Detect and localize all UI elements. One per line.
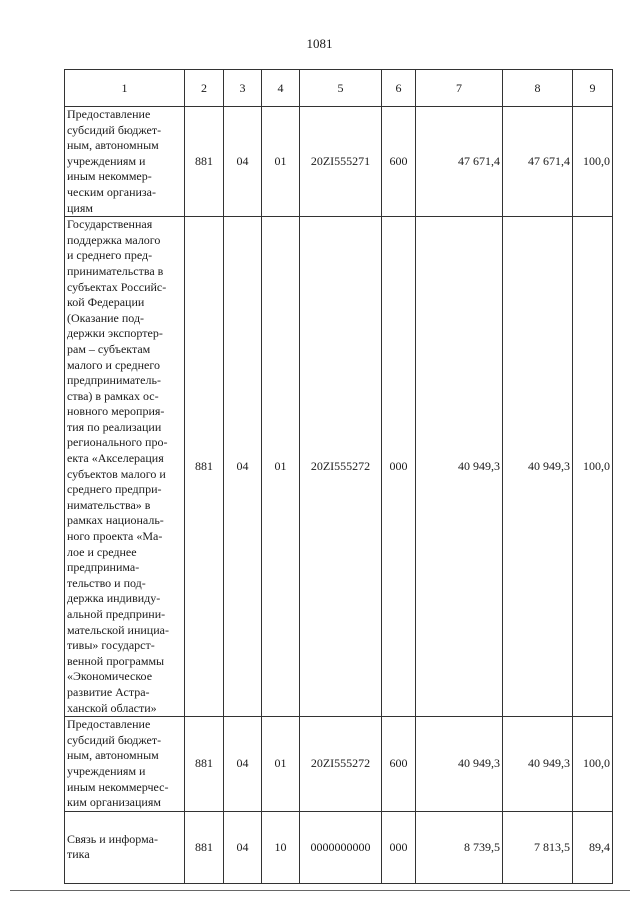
row-name-line: развитие Астра- xyxy=(67,684,150,699)
row-name-line: венной программы xyxy=(67,653,165,668)
table-row xyxy=(65,717,613,812)
table-row xyxy=(65,107,613,217)
row-name-line: учреждениям и xyxy=(67,763,146,778)
row-name-line: «Экономическое xyxy=(67,669,153,684)
table-row xyxy=(65,811,613,883)
planned-amount-cell: 8 739,5 xyxy=(416,811,503,883)
row-name-line: нимательства» в xyxy=(67,497,151,512)
planned-amount-cell: 40 949,3 xyxy=(416,217,503,717)
row-name-line: субъектов малого и xyxy=(67,466,166,481)
row-name-line: предпринима- xyxy=(67,560,140,575)
row-name-line: Предоставление xyxy=(67,717,151,732)
row-name-line: рам – субъектам xyxy=(67,341,151,356)
row-name-line: и среднего пред- xyxy=(67,248,153,263)
table-row xyxy=(65,217,613,717)
execution-percent-cell: 100,0 xyxy=(573,107,613,217)
target-article-cell: 0000000000 xyxy=(300,811,382,883)
expense-type-cell: 600 xyxy=(382,107,416,217)
header-row xyxy=(65,70,613,107)
target-article-cell: 20ZI555272 xyxy=(300,217,382,717)
row-name-line: держки экспортер- xyxy=(67,326,163,341)
row-name-line: Предоставление xyxy=(67,107,151,121)
row-name-line: субъектах Российс- xyxy=(67,279,167,294)
row-name-line: циям xyxy=(67,200,93,215)
row-name-line: учреждениям и xyxy=(67,153,146,168)
execution-percent-cell: 100,0 xyxy=(573,717,613,812)
row-name-line: тивы» государст- xyxy=(67,638,155,653)
subsection-code-cell: 01 xyxy=(262,107,300,217)
header-cell-8: 8 xyxy=(503,70,573,107)
row-name-cell xyxy=(65,717,185,812)
page-number: 1081 xyxy=(306,36,333,51)
executed-amount-cell: 7 813,5 xyxy=(503,811,573,883)
header-cell-4: 4 xyxy=(262,70,300,107)
header-cell-9: 9 xyxy=(573,70,613,107)
budget-table xyxy=(64,69,613,884)
row-name-line: тия по реализации xyxy=(67,419,162,434)
section-code-cell: 04 xyxy=(224,717,262,812)
row-name-line: ным, автономным xyxy=(67,138,159,153)
row-name-line: иным некоммерчес- xyxy=(67,779,169,794)
admin-code-cell: 881 xyxy=(185,107,224,217)
row-name-line: лое и среднее xyxy=(67,544,137,559)
row-name-line: ства) в рамках ос- xyxy=(67,388,159,403)
subsection-code-cell: 10 xyxy=(262,811,300,883)
admin-code-cell: 881 xyxy=(185,717,224,812)
row-name-line: тика xyxy=(67,847,90,862)
row-name-line: новного мероприя- xyxy=(67,404,165,419)
row-name-line: субсидий бюджет- xyxy=(67,122,162,137)
row-name-line: альной предприни- xyxy=(67,607,166,621)
admin-code-cell: 881 xyxy=(185,811,224,883)
header-cell-5: 5 xyxy=(300,70,382,107)
target-article-cell: 20ZI555271 xyxy=(300,107,382,217)
row-name-line: (Оказание под- xyxy=(67,310,145,325)
section-code-cell: 04 xyxy=(224,107,262,217)
expense-type-cell: 600 xyxy=(382,717,416,812)
target-article-cell: 20ZI555272 xyxy=(300,717,382,812)
row-name-line: ким организациям xyxy=(67,795,161,810)
row-name-line: тельство и под- xyxy=(67,575,146,590)
header-cell-7: 7 xyxy=(416,70,503,107)
row-name-line: иным некоммер- xyxy=(67,169,152,184)
row-name-line: ханской области» xyxy=(67,700,157,715)
row-name-line: Государственная xyxy=(67,217,153,232)
header-cell-1: 1 xyxy=(65,70,185,107)
executed-amount-cell: 40 949,3 xyxy=(503,217,573,717)
row-name-line: регионального про- xyxy=(67,435,168,450)
row-name-line: мательской инициа- xyxy=(67,622,169,637)
section-code-cell: 04 xyxy=(224,217,262,717)
execution-percent-cell: 100,0 xyxy=(573,217,613,717)
planned-amount-cell: 40 949,3 xyxy=(416,717,503,812)
admin-code-cell: 881 xyxy=(185,217,224,717)
row-name-line: кой Федерации xyxy=(67,295,145,310)
header-cell-6: 6 xyxy=(382,70,416,107)
row-name-line: субсидий бюджет- xyxy=(67,732,162,747)
row-name-line: поддержка малого xyxy=(67,232,161,247)
row-name-line: ческим организа- xyxy=(67,184,156,199)
row-name-line: держка индивиду- xyxy=(67,591,161,606)
header-cell-3: 3 xyxy=(224,70,262,107)
header-cell-2: 2 xyxy=(185,70,224,107)
row-name-line: малого и среднего xyxy=(67,357,160,372)
row-name-line: рамках националь- xyxy=(67,513,164,528)
expense-type-cell: 000 xyxy=(382,811,416,883)
row-name-line: Связь и информа- xyxy=(67,831,158,846)
row-name-cell xyxy=(65,217,185,717)
subsection-code-cell: 01 xyxy=(262,217,300,717)
expense-type-cell: 000 xyxy=(382,217,416,717)
row-name-line: среднего предпри- xyxy=(67,482,162,497)
row-name-line: екта «Акселерация xyxy=(67,451,164,466)
row-name-line: ным, автономным xyxy=(67,748,159,763)
row-name-cell xyxy=(65,107,185,217)
row-name-line: ного проекта «Ма- xyxy=(67,529,163,544)
planned-amount-cell: 47 671,4 xyxy=(416,107,503,217)
subsection-code-cell: 01 xyxy=(262,717,300,812)
bottom-divider xyxy=(10,890,630,891)
row-name-line: принимательства в xyxy=(67,263,164,278)
executed-amount-cell: 47 671,4 xyxy=(503,107,573,217)
section-code-cell: 04 xyxy=(224,811,262,883)
row-name-line: предприниматель- xyxy=(67,373,161,388)
executed-amount-cell: 40 949,3 xyxy=(503,717,573,812)
row-name-cell xyxy=(65,811,185,883)
execution-percent-cell: 89,4 xyxy=(573,811,613,883)
